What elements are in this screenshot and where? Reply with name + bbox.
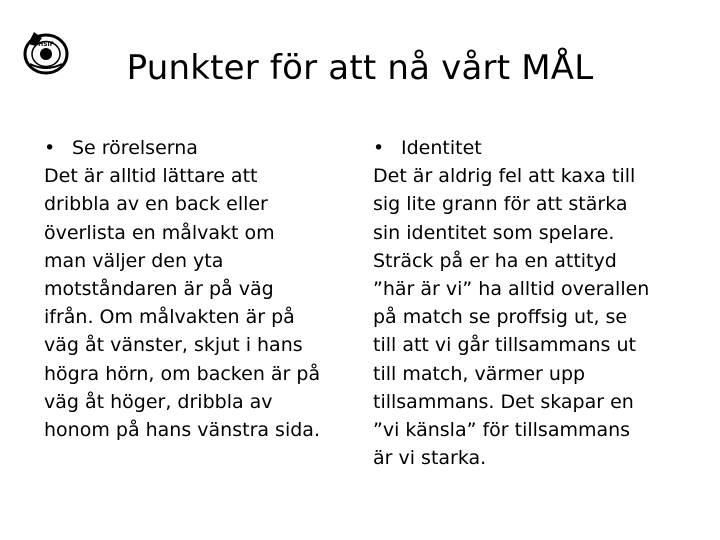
left-line: honom på hans vänstra sida. bbox=[44, 419, 320, 442]
right-line: är vi starka. bbox=[373, 447, 487, 470]
logo-text: HSIF bbox=[38, 41, 54, 48]
right-line: Det är aldrig fel att kaxa till bbox=[373, 165, 636, 188]
slide-title: Punkter för att nå vårt MÅL bbox=[126, 48, 594, 88]
left-column bbox=[44, 134, 320, 444]
right-line: till match, värmer upp bbox=[373, 362, 586, 385]
left-line: överlista en målvakt om bbox=[44, 221, 275, 244]
left-heading-row bbox=[44, 134, 320, 162]
right-line: ”vi känsla” för tillsammans bbox=[373, 419, 631, 442]
right-line: till att vi går tillsammans ut bbox=[373, 334, 636, 357]
right-line: sig lite grann för att stärka bbox=[373, 193, 628, 216]
left-line: högra hörn, om backen är på bbox=[44, 362, 321, 385]
right-column bbox=[373, 134, 649, 472]
bullet-icon: • bbox=[373, 137, 385, 159]
right-line: Sträck på er ha en attityd bbox=[373, 249, 617, 272]
right-line: på match se proffsig ut, se bbox=[373, 306, 628, 329]
left-line: väg åt vänster, skjut i hans bbox=[44, 334, 303, 357]
right-heading-row bbox=[373, 134, 649, 162]
left-heading: Se rörelserna bbox=[72, 137, 198, 159]
left-line: dribbla av en back eller bbox=[44, 193, 268, 216]
bullet-icon: • bbox=[44, 137, 56, 159]
left-line: Det är alltid lättare att bbox=[44, 165, 258, 188]
right-line: ”här är vi” ha alltid overallen bbox=[373, 278, 650, 301]
left-line: ifrån. Om målvakten är på bbox=[44, 306, 295, 329]
left-line: man väljer den yta bbox=[44, 249, 224, 272]
left-line: väg åt höger, dribbla av bbox=[44, 390, 273, 413]
right-heading: Identitet bbox=[401, 137, 482, 159]
left-line: motståndaren är på väg bbox=[44, 278, 274, 301]
right-line: sin identitet som spelare. bbox=[373, 221, 615, 244]
right-line: tillsammans. Det skapar en bbox=[373, 390, 634, 413]
